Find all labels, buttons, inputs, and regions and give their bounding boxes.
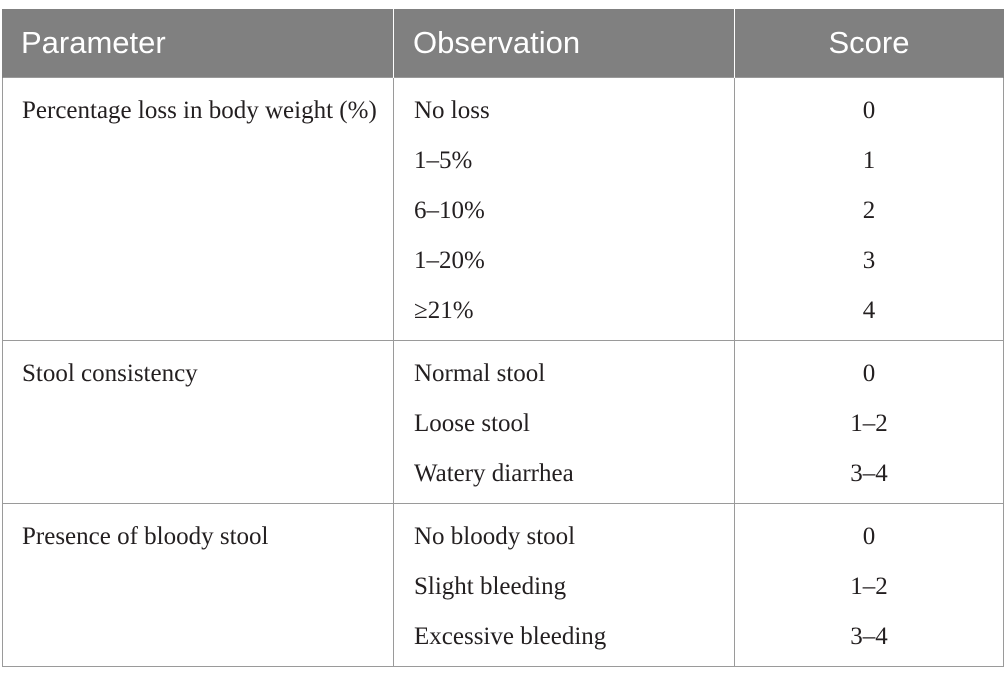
table-header xyxy=(3,9,1004,78)
observation-cell xyxy=(394,504,735,667)
score-cell xyxy=(735,341,1004,504)
observation-cell xyxy=(394,341,735,504)
parameter-label: Presence of bloody stool xyxy=(22,523,269,550)
table-row xyxy=(3,504,1004,667)
parameter-cell xyxy=(3,78,394,341)
header-observation: Observation xyxy=(394,9,735,78)
observation-text: ≥21% xyxy=(414,297,474,324)
observation-list xyxy=(394,341,734,503)
parameter-cell-inner xyxy=(22,518,393,566)
score-value: 2 xyxy=(862,197,876,224)
scoring-table xyxy=(2,9,1004,667)
score-value: 3–4 xyxy=(850,460,888,487)
score-cell xyxy=(735,504,1004,667)
parameter-cell xyxy=(3,341,394,504)
parameter-label: Percentage loss in body weight (%) xyxy=(22,97,377,124)
score-value: 0 xyxy=(862,360,876,387)
observation-text: Loose stool xyxy=(414,410,530,437)
observation-text: 1–20% xyxy=(414,247,485,274)
score-value: 0 xyxy=(862,523,876,550)
scoring-table-container xyxy=(2,9,1003,667)
score-value: 4 xyxy=(862,297,876,324)
score-list xyxy=(735,78,1003,340)
header-parameter: Parameter xyxy=(3,9,394,78)
parameter-label: Stool consistency xyxy=(22,360,198,387)
observation-text: No bloody stool xyxy=(414,523,576,550)
score-value: 3 xyxy=(862,247,876,274)
score-list xyxy=(735,504,1003,666)
header-score: Score xyxy=(735,9,1004,78)
table-row xyxy=(3,341,1004,504)
parameter-cell xyxy=(3,504,394,667)
header-row xyxy=(3,9,1004,78)
score-list xyxy=(735,341,1003,503)
observation-list xyxy=(394,504,734,666)
score-value: 0 xyxy=(862,97,876,124)
observation-text: Excessive bleeding xyxy=(414,623,607,650)
score-cell xyxy=(735,78,1004,341)
score-value: 1–2 xyxy=(850,573,888,600)
observation-text: 6–10% xyxy=(414,197,485,224)
observation-text: No loss xyxy=(414,97,490,124)
score-value: 1–2 xyxy=(850,410,888,437)
observation-list xyxy=(394,78,734,340)
table-row xyxy=(3,78,1004,341)
table-body xyxy=(3,78,1004,667)
observation-text: Normal stool xyxy=(414,360,546,387)
score-value: 1 xyxy=(862,147,876,174)
parameter-cell-inner xyxy=(22,92,393,140)
observation-text: Watery diarrhea xyxy=(414,460,574,487)
observation-text: 1–5% xyxy=(414,147,473,174)
score-value: 3–4 xyxy=(850,623,888,650)
observation-text: Slight bleeding xyxy=(414,573,567,600)
observation-cell xyxy=(394,78,735,341)
parameter-cell-inner xyxy=(22,355,393,403)
